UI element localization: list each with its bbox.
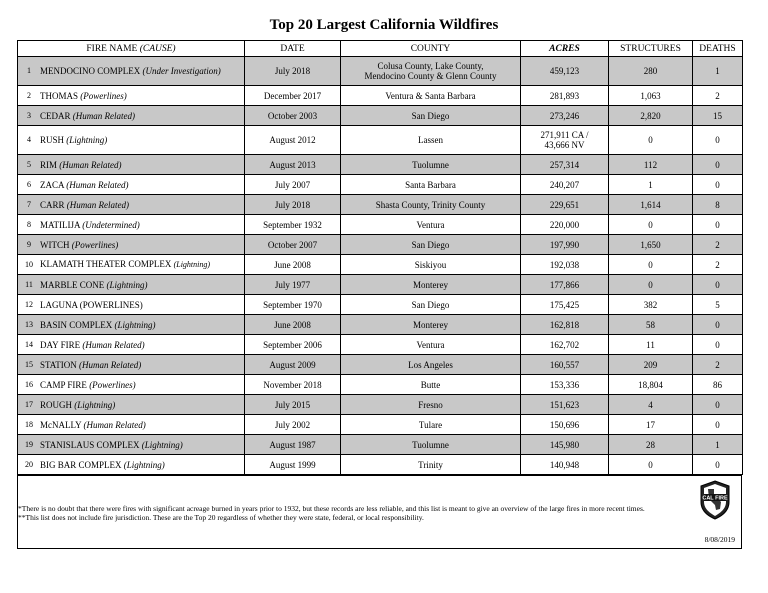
- fire-name-text: CARR: [40, 199, 65, 210]
- fire-name: [40, 111, 135, 121]
- rank-number: 9: [27, 239, 31, 249]
- fire-name-text: THOMAS: [40, 90, 79, 101]
- fire-structures: 11: [609, 335, 693, 355]
- fire-cause: (Human Related): [66, 179, 129, 190]
- fire-date: July 2018: [245, 195, 341, 215]
- fire-deaths: 0: [693, 455, 743, 475]
- fire-county: [341, 215, 521, 235]
- table-row: [18, 335, 743, 355]
- rank-number: 19: [25, 439, 33, 449]
- fire-name-cell: [18, 106, 245, 126]
- fire-name: [40, 380, 136, 390]
- fire-acres: [521, 335, 609, 355]
- rank-number: 15: [25, 359, 33, 369]
- fire-name: [40, 440, 183, 450]
- fire-date: December 2017: [245, 86, 341, 106]
- acres-line: 257,314: [549, 159, 580, 170]
- fire-name-text: KLAMATH THEATER COMPLEX: [40, 259, 172, 269]
- table-row: [18, 435, 743, 455]
- fire-date: August 2013: [245, 155, 341, 175]
- header-structures: STRUCTURES: [609, 41, 693, 57]
- fire-county: [341, 255, 521, 275]
- fire-structures: 1,614: [609, 195, 693, 215]
- fire-deaths: 1: [693, 57, 743, 86]
- header-acres: ACRES: [521, 41, 609, 57]
- fire-name-text: RIM: [40, 159, 58, 170]
- fire-deaths: 2: [693, 235, 743, 255]
- fire-deaths: 1: [693, 435, 743, 455]
- table-row: [18, 235, 743, 255]
- fire-name: [40, 460, 165, 470]
- fire-structures: 4: [609, 395, 693, 415]
- fire-name-cell: [18, 335, 245, 355]
- fire-date: July 1977: [245, 275, 341, 295]
- fire-structures: 112: [609, 155, 693, 175]
- rank-number: 5: [27, 159, 31, 169]
- county-line: Ventura & Santa Barbara: [385, 90, 476, 101]
- fire-cause: (Human Related): [72, 110, 135, 121]
- fire-name-text: DAY FIRE: [40, 339, 81, 350]
- fire-acres: [521, 235, 609, 255]
- fire-acres: [521, 215, 609, 235]
- acres-line: 43,666 NV: [544, 140, 585, 150]
- fire-deaths: 5: [693, 295, 743, 315]
- fire-acres: [521, 315, 609, 335]
- fire-date: June 2008: [245, 255, 341, 275]
- table-row: [18, 215, 743, 235]
- county-line: Tulare: [418, 419, 443, 430]
- fire-acres: [521, 275, 609, 295]
- county-line: Tuolumne: [412, 439, 449, 450]
- table-row: [18, 315, 743, 335]
- fire-county: [341, 275, 521, 295]
- fire-deaths: 8: [693, 195, 743, 215]
- fire-cause: (Powerlines): [89, 379, 136, 390]
- rank-number: 2: [27, 90, 31, 100]
- table-row: [18, 155, 743, 175]
- acres-line: 162,702: [549, 339, 580, 350]
- acres-line: 140,948: [549, 459, 580, 470]
- table-row: [18, 86, 743, 106]
- fire-name-text: McNALLY: [40, 419, 82, 430]
- fire-structures: 382: [609, 295, 693, 315]
- fire-cause: (Lightning): [74, 399, 116, 410]
- fire-date: July 2015: [245, 395, 341, 415]
- fire-name-text: BIG BAR COMPLEX: [40, 459, 122, 470]
- fire-structures: 1: [609, 175, 693, 195]
- fire-cause: (Human Related): [82, 339, 145, 350]
- county-line: Monterey: [413, 319, 448, 330]
- fire-cause: (Human Related): [83, 419, 146, 430]
- fire-acres: [521, 126, 609, 155]
- fire-name-cell: [18, 255, 245, 275]
- fire-cause: (Powerlines): [71, 239, 119, 250]
- fire-date: August 1987: [245, 435, 341, 455]
- fire-name: [40, 320, 156, 330]
- fire-date: July 2018: [245, 57, 341, 86]
- fire-county: [341, 455, 521, 475]
- fire-name-text: STATION: [40, 359, 77, 370]
- rank-number: 17: [25, 399, 33, 409]
- fire-cause: (Lightning): [66, 135, 108, 145]
- fire-acres: [521, 175, 609, 195]
- rank-number: 14: [25, 339, 33, 349]
- footer-box: [17, 475, 742, 549]
- rank-number: 16: [25, 379, 33, 389]
- cal-fire-logo: [699, 480, 731, 520]
- logo-lettering: CAL FIRE: [702, 495, 728, 502]
- fire-county: [341, 315, 521, 335]
- acres-line: 160,557: [549, 359, 580, 370]
- fire-structures: 17: [609, 415, 693, 435]
- fire-name: [40, 400, 115, 410]
- fire-structures: 0: [609, 275, 693, 295]
- table-row: [18, 126, 743, 155]
- fire-county: [341, 86, 521, 106]
- table-row: [18, 275, 743, 295]
- rank-number: 1: [27, 66, 31, 75]
- fire-date: September 2006: [245, 335, 341, 355]
- fire-acres: [521, 395, 609, 415]
- fire-county: [341, 295, 521, 315]
- fire-cause: (Lightning): [106, 279, 148, 290]
- fire-name-text: STANISLAUS COMPLEX: [40, 439, 140, 450]
- fire-name: [40, 135, 107, 145]
- fire-deaths: 0: [693, 175, 743, 195]
- acres-line: 192,038: [549, 259, 580, 270]
- fire-county: [341, 57, 521, 86]
- table-row: [18, 255, 743, 275]
- fire-name: [40, 66, 221, 76]
- rank-number: 11: [25, 279, 33, 289]
- footnotes: [18, 504, 688, 522]
- fire-structures: 280: [609, 57, 693, 86]
- rank-number: 3: [27, 110, 31, 120]
- header-date: DATE: [245, 41, 341, 57]
- table-row: [18, 375, 743, 395]
- fire-structures: 0: [609, 215, 693, 235]
- county-line: Monterey: [413, 279, 448, 290]
- acres-line: 459,123: [549, 66, 580, 76]
- fire-cause: (Human Related): [66, 199, 129, 210]
- county-line: San Diego: [411, 239, 450, 250]
- fire-name-text: CEDAR: [40, 110, 71, 121]
- rank-number: 12: [25, 299, 33, 309]
- acres-line: 240,207: [549, 179, 580, 190]
- rank-number: 20: [25, 459, 33, 469]
- acres-line: 162,818: [549, 319, 580, 330]
- county-line: San Diego: [411, 110, 450, 121]
- fire-name-text: WITCH: [40, 239, 70, 250]
- fire-cause: (Lightning): [173, 260, 211, 269]
- table-row: [18, 195, 743, 215]
- fire-structures: 2,820: [609, 106, 693, 126]
- rank-number: 7: [27, 199, 31, 209]
- acres-line: 150,696: [549, 419, 580, 430]
- wildfires-table: [17, 40, 743, 475]
- fire-acres: [521, 295, 609, 315]
- fire-county: [341, 126, 521, 155]
- fire-name-cell: [18, 275, 245, 295]
- fire-name: [40, 360, 141, 370]
- fire-name-cell: [18, 315, 245, 335]
- fire-name: [40, 160, 122, 170]
- county-line: Los Angeles: [408, 359, 453, 370]
- fire-name-text: RUSH: [40, 135, 65, 145]
- fire-county: [341, 335, 521, 355]
- fire-acres: [521, 375, 609, 395]
- rank-number: 13: [25, 319, 33, 329]
- fire-date: November 2018: [245, 375, 341, 395]
- fire-structures: 58: [609, 315, 693, 335]
- table-row: [18, 175, 743, 195]
- fire-name: [40, 259, 210, 270]
- fire-deaths: 2: [693, 255, 743, 275]
- header-county: COUNTY: [341, 41, 521, 57]
- table-row: [18, 355, 743, 375]
- fire-name-text: CAMP FIRE: [40, 379, 87, 390]
- county-line: Lassen: [418, 135, 443, 145]
- fire-county: [341, 435, 521, 455]
- fire-name-cell: [18, 175, 245, 195]
- fire-name-text: ZACA: [40, 179, 65, 190]
- county-line: Tuolumne: [412, 159, 449, 170]
- fire-cause: (Lightning): [141, 439, 183, 450]
- fire-cause: (Lightning): [114, 319, 156, 330]
- fire-acres: [521, 455, 609, 475]
- table-row: [18, 295, 743, 315]
- page-title: Top 20 Largest California Wildfires: [269, 17, 499, 33]
- table-row: [18, 395, 743, 415]
- fire-cause: (Lightning): [123, 459, 165, 470]
- fire-cause: (Undetermined): [82, 219, 140, 230]
- fire-county: [341, 395, 521, 415]
- fire-date: June 2008: [245, 315, 341, 335]
- fire-name-cell: [18, 435, 245, 455]
- fire-acres: [521, 57, 609, 86]
- fire-name-cell: [18, 235, 245, 255]
- fire-deaths: 0: [693, 215, 743, 235]
- fire-name-cell: [18, 375, 245, 395]
- fire-name: [40, 340, 145, 350]
- fire-structures: 1,063: [609, 86, 693, 106]
- fire-structures: 0: [609, 455, 693, 475]
- county-line: Shasta County, Trinity County: [375, 199, 486, 210]
- header-deaths: DEATHS: [693, 41, 743, 57]
- county-line: Fresno: [418, 399, 443, 410]
- table-row: [18, 455, 743, 475]
- acres-line: 145,980: [549, 439, 580, 450]
- fire-name-cell: [18, 295, 245, 315]
- fire-name-cell: [18, 86, 245, 106]
- fire-deaths: 15: [693, 106, 743, 126]
- fire-deaths: 0: [693, 275, 743, 295]
- rank-number: 18: [25, 419, 33, 429]
- fire-acres: [521, 255, 609, 275]
- county-line: San Diego: [411, 299, 450, 310]
- fire-name-text: ROUGH: [40, 399, 73, 410]
- fire-deaths: 0: [693, 126, 743, 155]
- fire-deaths: 0: [693, 395, 743, 415]
- fire-name: [40, 220, 140, 230]
- fire-county: [341, 355, 521, 375]
- fire-acres: [521, 195, 609, 215]
- acres-line: 271,911 CA /: [540, 130, 589, 140]
- fire-name-cell: [18, 455, 245, 475]
- fire-deaths: 2: [693, 355, 743, 375]
- rank-number: 8: [27, 219, 31, 229]
- fire-acres: [521, 435, 609, 455]
- county-line: Colusa County, Lake County,: [377, 61, 484, 71]
- table-row: [18, 57, 743, 86]
- fire-name: [40, 180, 129, 190]
- fire-name-text: BASIN COMPLEX: [40, 319, 113, 330]
- fire-county: [341, 415, 521, 435]
- date-stamp: 8/08/2019: [704, 535, 735, 544]
- fire-name-cell: [18, 126, 245, 155]
- fire-acres: [521, 355, 609, 375]
- fire-name: [40, 280, 148, 290]
- fire-name-text: MATILIJA: [40, 219, 80, 230]
- fire-structures: 1,650: [609, 235, 693, 255]
- fire-name-text: MARBLE CONE: [40, 279, 105, 290]
- fire-county: [341, 106, 521, 126]
- fire-name-text: MENDOCINO COMPLEX: [40, 66, 141, 76]
- rank-number: 6: [27, 179, 31, 189]
- rank-number: 4: [27, 135, 31, 144]
- acres-line: 151,623: [549, 399, 580, 410]
- fire-structures: 0: [609, 126, 693, 155]
- table-header-row: [18, 41, 743, 57]
- acres-line: 177,866: [549, 279, 580, 290]
- fire-deaths: 86: [693, 375, 743, 395]
- fire-acres: [521, 86, 609, 106]
- fire-name: [40, 240, 118, 250]
- footnote-1: *There is no doubt that there were fires with significant acreage burned in years prior to 1932, but these records are less reliable, and this list is meant to give an overview of the large fires in more recent times.: [18, 504, 645, 513]
- acres-line: 153,336: [549, 379, 580, 390]
- fire-structures: 18,804: [609, 375, 693, 395]
- fire-name-cell: [18, 355, 245, 375]
- fire-name-text: LAGUNA (POWERLINES): [40, 299, 143, 310]
- fire-county: [341, 155, 521, 175]
- table-row: [18, 106, 743, 126]
- fire-date: August 2009: [245, 355, 341, 375]
- fire-name-cell: [18, 395, 245, 415]
- fire-county: [341, 375, 521, 395]
- fire-deaths: 0: [693, 155, 743, 175]
- fire-structures: 28: [609, 435, 693, 455]
- acres-line: 229,651: [549, 199, 580, 210]
- county-line: Butte: [420, 379, 441, 390]
- county-line: Ventura: [416, 339, 445, 350]
- footnote-2: **This list does not include fire jurisdiction. These are the Top 20 regardless of whether they were state, federal, or local responsibility.: [18, 513, 424, 522]
- table-row: [18, 415, 743, 435]
- fire-cause: (Human Related): [79, 359, 142, 370]
- fire-date: August 1999: [245, 455, 341, 475]
- fire-acres: [521, 415, 609, 435]
- acres-line: 273,246: [549, 110, 580, 121]
- fire-acres: [521, 106, 609, 126]
- fire-name-cell: [18, 195, 245, 215]
- fire-county: [341, 195, 521, 215]
- county-line: Siskiyou: [414, 259, 447, 270]
- fire-deaths: 0: [693, 315, 743, 335]
- county-line: Mendocino County & Glenn County: [364, 71, 497, 81]
- fire-name: [40, 200, 129, 210]
- county-line: Santa Barbara: [405, 179, 456, 190]
- fire-date: July 2002: [245, 415, 341, 435]
- fire-deaths: 2: [693, 86, 743, 106]
- fire-structures: 209: [609, 355, 693, 375]
- fire-structures: 0: [609, 255, 693, 275]
- fire-deaths: 0: [693, 415, 743, 435]
- fire-date: October 2003: [245, 106, 341, 126]
- acres-line: 281,893: [549, 90, 580, 101]
- rank-number: 10: [25, 259, 33, 269]
- fire-name-cell: [18, 155, 245, 175]
- fire-cause: (Human Related): [59, 159, 122, 170]
- fire-date: August 2012: [245, 126, 341, 155]
- fire-name-cell: [18, 57, 245, 86]
- acres-line: 197,990: [549, 239, 580, 250]
- fire-date: July 2007: [245, 175, 341, 195]
- county-line: Trinity: [418, 459, 443, 470]
- fire-county: [341, 175, 521, 195]
- fire-acres: [521, 155, 609, 175]
- fire-date: September 1970: [245, 295, 341, 315]
- fire-county: [341, 235, 521, 255]
- fire-name: [40, 91, 127, 101]
- fire-cause: (Under Investigation): [142, 66, 221, 76]
- acres-line: 220,000: [549, 219, 580, 230]
- fire-date: October 2007: [245, 235, 341, 255]
- acres-line: 175,425: [549, 299, 580, 310]
- fire-name: [40, 300, 143, 310]
- fire-cause: (Powerlines): [80, 90, 127, 101]
- fire-deaths: 0: [693, 335, 743, 355]
- fire-name-cell: [18, 415, 245, 435]
- header-fire-name: FIRE NAME (CAUSE): [18, 41, 245, 57]
- county-line: Ventura: [416, 219, 445, 230]
- fire-name: [40, 420, 146, 430]
- fire-date: September 1932: [245, 215, 341, 235]
- fire-name-cell: [18, 215, 245, 235]
